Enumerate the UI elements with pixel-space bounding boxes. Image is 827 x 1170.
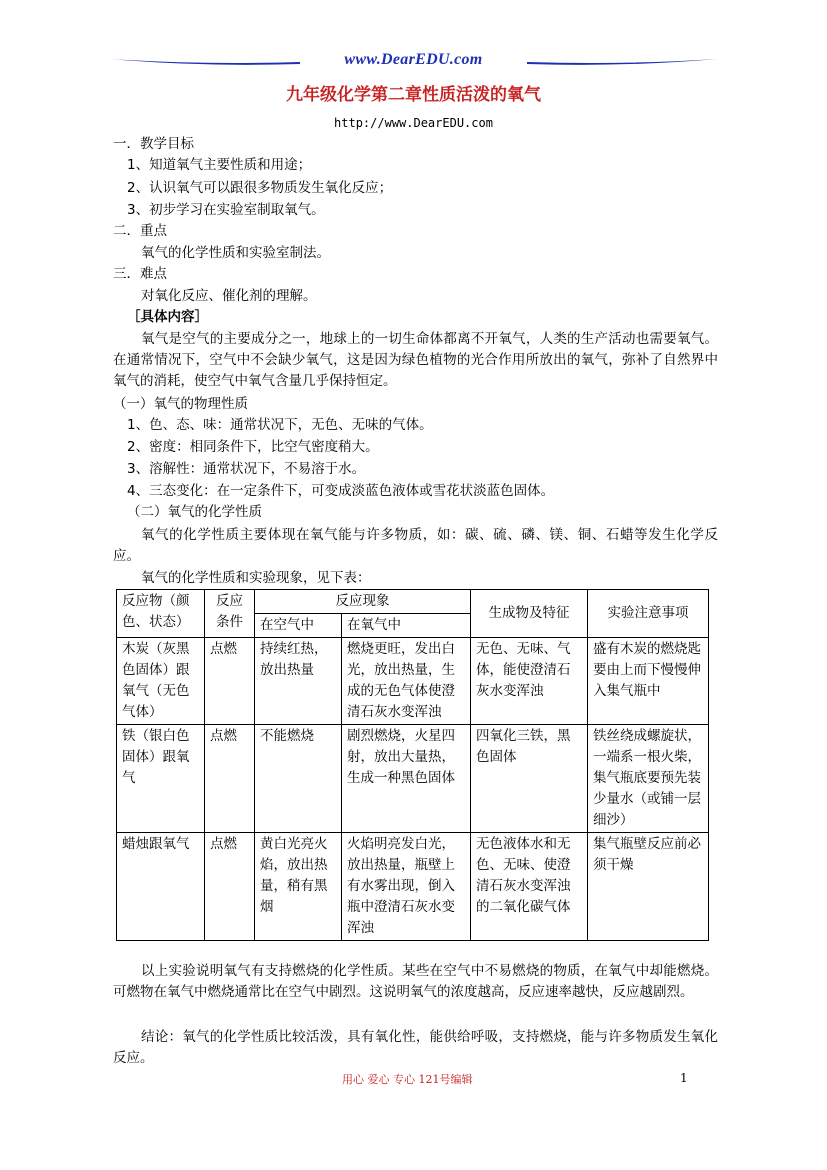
header-phenomenon: 反应现象: [255, 590, 471, 614]
cell-in-oxygen: 剧烈燃烧，火星四射，放出大量热，生成一种黑色固体: [342, 725, 471, 833]
cell-condition: 点燃: [205, 638, 255, 725]
site-banner: [110, 50, 717, 76]
header-condition: 反应条件: [205, 590, 255, 638]
table-row: [117, 833, 709, 941]
goal-item: 2、认识氧气可以跟很多物质发生氧化反应；: [127, 180, 393, 196]
chemical-intro: 氧气的化学性质主要体现在氧气能与许多物质，如：碳、硫、磷、镁、铜、石蜡等发生化学反应。: [113, 527, 718, 564]
section-heading-goals: 一．教学目标: [113, 136, 194, 152]
experiment-table: [116, 589, 709, 941]
site-name: www.DearEDU.com: [344, 51, 483, 68]
cell-notes: 集气瓶壁反应前必须干燥: [588, 833, 709, 941]
goal-item: 1、知道氧气主要性质和用途；: [127, 157, 312, 173]
cell-condition: 点燃: [205, 833, 255, 941]
page-title: 九年级化学第二章性质活泼的氧气: [286, 85, 541, 105]
cell-in-oxygen: 火焰明亮发白光，放出热量，瓶壁上有水雾出现，倒入瓶中澄清石灰水变浑浊: [342, 833, 471, 941]
cell-notes: 铁丝绕成螺旋状，一端系一根火柴，集气瓶底要预先装少量水（或铺一层细沙）: [588, 725, 709, 833]
physical-property-item: 3、溶解性：通常状况下，不易溶于水。: [127, 461, 366, 477]
table-intro: 氧气的化学性质和实验现象，见下表：: [141, 570, 371, 586]
table-header-row: [117, 590, 709, 614]
cell-product: 四氧化三铁，黑色固体: [471, 725, 588, 833]
cell-reactant: 蜡烛跟氧气: [117, 833, 205, 941]
difficulty-text: 对氧化反应、催化剂的理解。: [141, 288, 317, 304]
after-table-paragraph: 以上实验说明氧气有支持燃烧的化学性质。某些在空气中不易燃烧的物质，在氧气中却能燃烧。可燃物在氧气中燃烧通常比在空气中剧烈。这说明氧气的浓度越高，反应速率越快，反应越剧烈。: [113, 963, 718, 1000]
table-row: [117, 638, 709, 725]
footer-text: 用心 爱心 专心 121号编辑: [342, 1073, 473, 1086]
section-heading-focus: 二．重点: [113, 223, 167, 239]
cell-reactant: 铁（银白色固体）跟氧气: [117, 725, 205, 833]
chemical-properties-heading: （二）氧气的化学性质: [127, 504, 262, 520]
physical-property-item: 2、密度：相同条件下，比空气密度稍大。: [127, 439, 379, 455]
page-number: 1: [680, 1071, 688, 1085]
source-url[interactable]: http://www.DearEDU.com: [334, 116, 493, 130]
physical-properties-heading: （一）氧气的物理性质: [113, 396, 248, 412]
physical-property-item: 1、色、态、味：通常状况下，无色、无味的气体。: [127, 417, 433, 433]
content-heading: ［具体内容］: [127, 309, 208, 325]
focus-text: 氧气的化学性质和实验室制法。: [141, 245, 330, 261]
header-in-oxygen: 在氧气中: [342, 614, 471, 638]
cell-in-oxygen: 燃烧更旺，发出白光，放出热量，生成的无色气体使澄清石灰水变浑浊: [342, 638, 471, 725]
header-product: 生成物及特征: [471, 590, 588, 638]
goal-item: 3、初步学习在实验室制取氧气。: [127, 202, 325, 218]
header-reactant: 反应物（颜色、状态）: [117, 590, 205, 638]
conclusion-paragraph: 结论：氧气的化学性质比较活泼，具有氧化性，能供给呼吸，支持燃烧，能与许多物质发生氧化反应。: [113, 1029, 718, 1066]
physical-property-item: 4、三态变化：在一定条件下，可变成淡蓝色液体或雪花状淡蓝色固体。: [127, 483, 555, 499]
cell-in-air: 持续红热，放出热量: [255, 638, 342, 725]
table-row: [117, 725, 709, 833]
header-in-air: 在空气中: [255, 614, 342, 638]
cell-product: 无色液体水和无色、无味、使澄清石灰水变浑浊的二氧化碳气体: [471, 833, 588, 941]
section-heading-difficulty: 三．难点: [113, 266, 167, 282]
cell-notes: 盛有木炭的燃烧匙要由上而下慢慢伸入集气瓶中: [588, 638, 709, 725]
cell-condition: 点燃: [205, 725, 255, 833]
cell-product: 无色、无味、气体，能使澄清石灰水变浑浊: [471, 638, 588, 725]
cell-in-air: 不能燃烧: [255, 725, 342, 833]
header-notes: 实验注意事项: [588, 590, 709, 638]
cell-reactant: 木炭（灰黑色固体）跟氧气（无色气体）: [117, 638, 205, 725]
cell-in-air: 黄白光亮火焰，放出热量，稍有黑烟: [255, 833, 342, 941]
intro-paragraph: 氧气是空气的主要成分之一，地球上的一切生命体都离不开氧气，人类的生产活动也需要氧气。在通常情况下，空气中不会缺少氧气，这是因为绿色植物的光合作用所放出的氧气，弥补了自然界中氧气的消耗，使空气中氧气含量几乎保持恒定。: [113, 331, 718, 389]
